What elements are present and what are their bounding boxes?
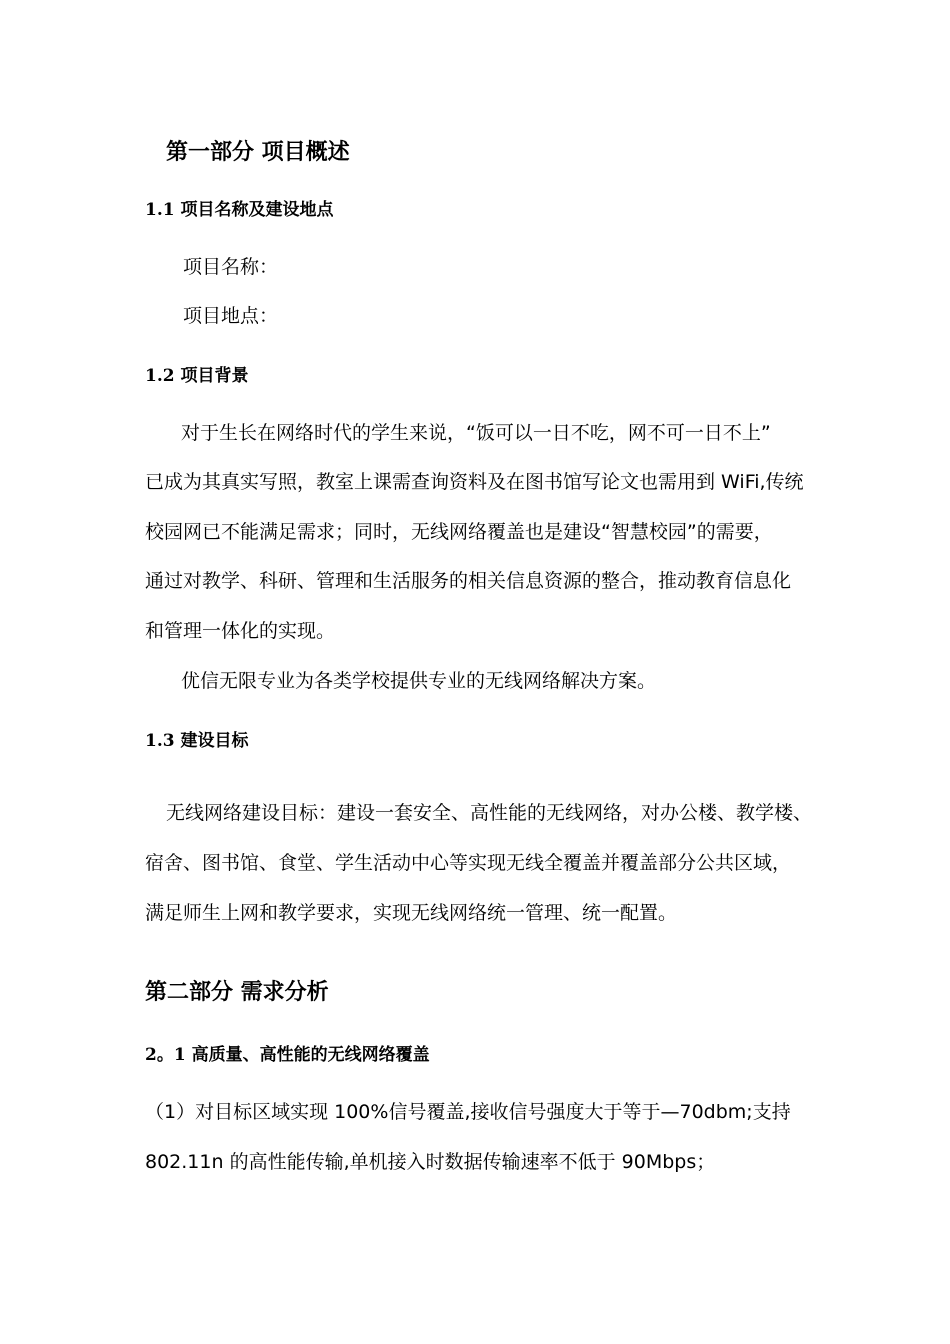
background-paragraph-line: 校园网已不能满足需求；同时，无线网络覆盖也是建设“智慧校园”的需要，	[145, 521, 773, 543]
part2-title: 第二部分 需求分析	[145, 979, 329, 1005]
background-paragraph-line: 通过对教学、科研、管理和生活服务的相关信息资源的整合，推动教育信息化	[145, 570, 792, 592]
section-1-2-heading: 1.2 项目背景	[145, 366, 249, 386]
requirement-paragraph-line: 802.11n 的高性能传输,单机接入时数据传输速率不低于 90Mbps；	[145, 1151, 716, 1173]
goal-paragraph-line: 满足师生上网和教学要求，实现无线网络统一管理、统一配置。	[145, 902, 678, 924]
project-name-label: 项目名称：	[183, 256, 279, 278]
background-paragraph-line: 已成为其真实写照，教室上课需查询资料及在图书馆写论文也需用到 WiFi,传统	[145, 471, 804, 493]
section-1-3-heading: 1.3 建设目标	[145, 731, 249, 751]
section-1-1-heading: 1.1 项目名称及建设地点	[145, 200, 334, 220]
project-location-label: 项目地点：	[183, 305, 279, 327]
goal-paragraph-line: 无线网络建设目标：建设一套安全、高性能的无线网络，对办公楼、教学楼、	[166, 802, 813, 824]
background-paragraph-line: 和管理一体化的实现。	[145, 620, 336, 642]
part1-title: 第一部分 项目概述	[166, 139, 350, 165]
section-2-1-heading: 2。1 高质量、高性能的无线网络覆盖	[145, 1045, 430, 1065]
company-intro-paragraph: 优信无限专业为各类学校提供专业的无线网络解决方案。	[181, 670, 657, 692]
background-paragraph-line: 对于生长在网络时代的学生来说，“饭可以一日不吃，网不可一日不上”	[181, 422, 771, 444]
goal-paragraph-line: 宿舍、图书馆、食堂、学生活动中心等实现无线全覆盖并覆盖部分公共区域，	[145, 852, 792, 874]
requirement-paragraph-line: （1）对目标区域实现 100%信号覆盖,接收信号强度大于等于—70dbm;支持	[145, 1101, 791, 1123]
